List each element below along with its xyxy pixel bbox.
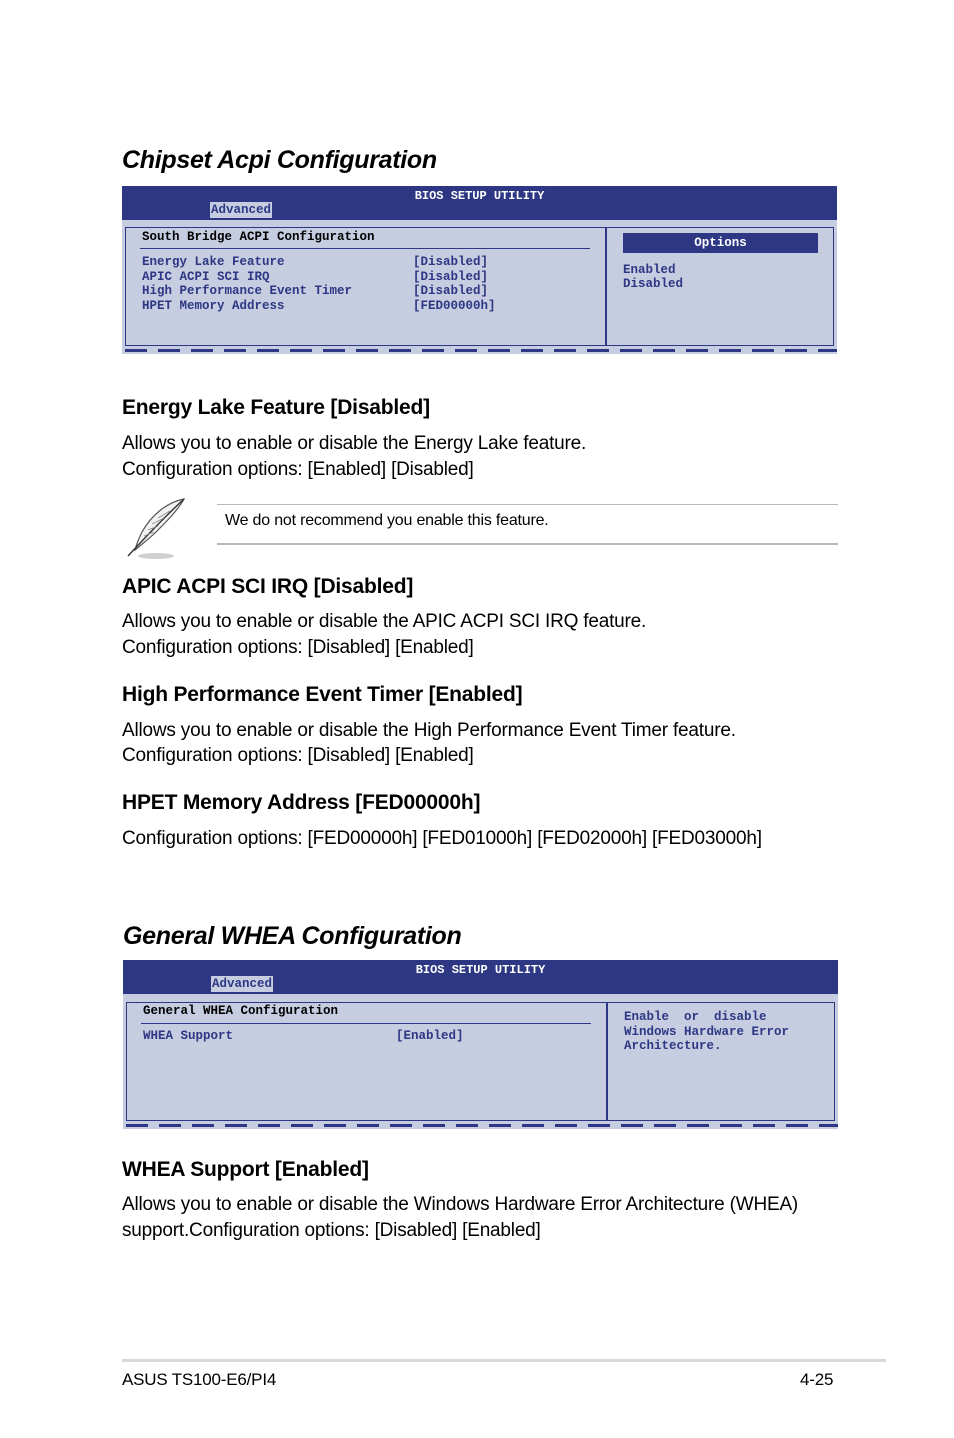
bios-value-whea-support[interactable]: [Enabled]: [396, 1029, 464, 1043]
bios-value-apic-acpi[interactable]: [Disabled]: [413, 269, 489, 284]
bios-screen-general-whea: [123, 960, 838, 1129]
heading-hpet-address: HPET Memory Address [FED00000h]: [122, 791, 481, 814]
bios-help-line-3: Architecture.: [624, 1039, 722, 1053]
heading-apic-acpi: APIC ACPI SCI IRQ [Disabled]: [122, 575, 414, 598]
bios-dashed-border: [125, 349, 837, 352]
feather-pen-icon: [122, 496, 188, 562]
section-title-chipset-acpi: Chipset Acpi Configuration: [122, 146, 437, 174]
bios-options-header: Options: [623, 233, 818, 253]
heading-energy-lake: Energy Lake Feature [Disabled]: [122, 396, 430, 419]
bios-value-hpet-timer[interactable]: [Disabled]: [413, 284, 489, 298]
text-hpet-address-1: Configuration options: [FED00000h] [FED01000h] [FED02000h] [FED03000h]: [122, 828, 762, 849]
footer-rule: [122, 1359, 886, 1362]
text-apic-acpi-1: Allows you to enable or disable the APIC ACPI SCI IRQ feature.: [122, 611, 647, 632]
bios-value-energy-lake[interactable]: [Disabled]: [413, 255, 489, 269]
bios-help-line-1: Enable or disable: [624, 1010, 767, 1024]
footer-product-name: ASUS TS100-E6/PI4: [122, 1370, 277, 1389]
bios-header-bar: [123, 960, 838, 994]
section-title-general-whea: General WHEA Configuration: [123, 922, 462, 950]
note-text: We do not recommend you enable this feature.: [225, 512, 549, 529]
bios-item-hpet-address[interactable]: HPET Memory Address: [142, 298, 285, 313]
bios-dashed-border: [126, 1124, 838, 1127]
bios-utility-title: BIOS SETUP UTILITY: [414, 189, 545, 203]
text-hpet-timer-2: Configuration options: [Disabled] [Enabled]: [122, 745, 474, 766]
footer-page-number: 4-25: [800, 1370, 834, 1389]
bios-tab-advanced[interactable]: Advanced: [212, 977, 273, 991]
text-energy-lake-2: Configuration options: [Enabled] [Disabled]: [122, 459, 474, 480]
text-whea-support-1: Allows you to enable or disable the Windows Hardware Error Architecture (WHEA): [122, 1194, 799, 1215]
text-apic-acpi-2: Configuration options: [Disabled] [Enabled]: [122, 637, 474, 658]
note-top-rule: [217, 504, 838, 505]
bios-section-divider: [140, 248, 590, 249]
text-energy-lake-1: Allows you to enable or disable the Energy Lake feature.: [122, 433, 587, 454]
bios-section-divider: [141, 1023, 591, 1024]
bios-item-apic-acpi[interactable]: APIC ACPI SCI IRQ: [142, 269, 270, 284]
bios-help-line-2: Windows Hardware Error: [624, 1024, 790, 1039]
bios-option-disabled[interactable]: Disabled: [623, 277, 684, 291]
bios-value-hpet-address[interactable]: [FED00000h]: [413, 298, 496, 313]
bios-header-bar: [122, 186, 837, 220]
text-whea-support-2: support.Configuration options: [Disabled] [Enabled]: [122, 1220, 541, 1241]
bios-section-title: South Bridge ACPI Configuration: [142, 230, 375, 244]
heading-hpet-timer: High Performance Event Timer [Enabled]: [122, 683, 523, 706]
bios-option-enabled[interactable]: Enabled: [623, 263, 676, 277]
note-bottom-rule: [217, 543, 838, 545]
bios-tab-advanced[interactable]: Advanced: [211, 203, 272, 217]
bios-utility-title: BIOS SETUP UTILITY: [415, 963, 546, 977]
text-hpet-timer-1: Allows you to enable or disable the High Performance Event Timer feature.: [122, 720, 736, 741]
bios-item-whea-support[interactable]: WHEA Support: [143, 1029, 234, 1043]
bios-main-pane: [126, 1002, 608, 1121]
heading-whea-support: WHEA Support [Enabled]: [122, 1158, 369, 1181]
bios-item-hpet-timer[interactable]: High Performance Event Timer: [142, 284, 353, 298]
bios-item-energy-lake[interactable]: Energy Lake Feature: [142, 255, 285, 269]
bios-section-title: General WHEA Configuration: [143, 1004, 339, 1018]
bios-screen-chipset-acpi: [122, 186, 837, 354]
